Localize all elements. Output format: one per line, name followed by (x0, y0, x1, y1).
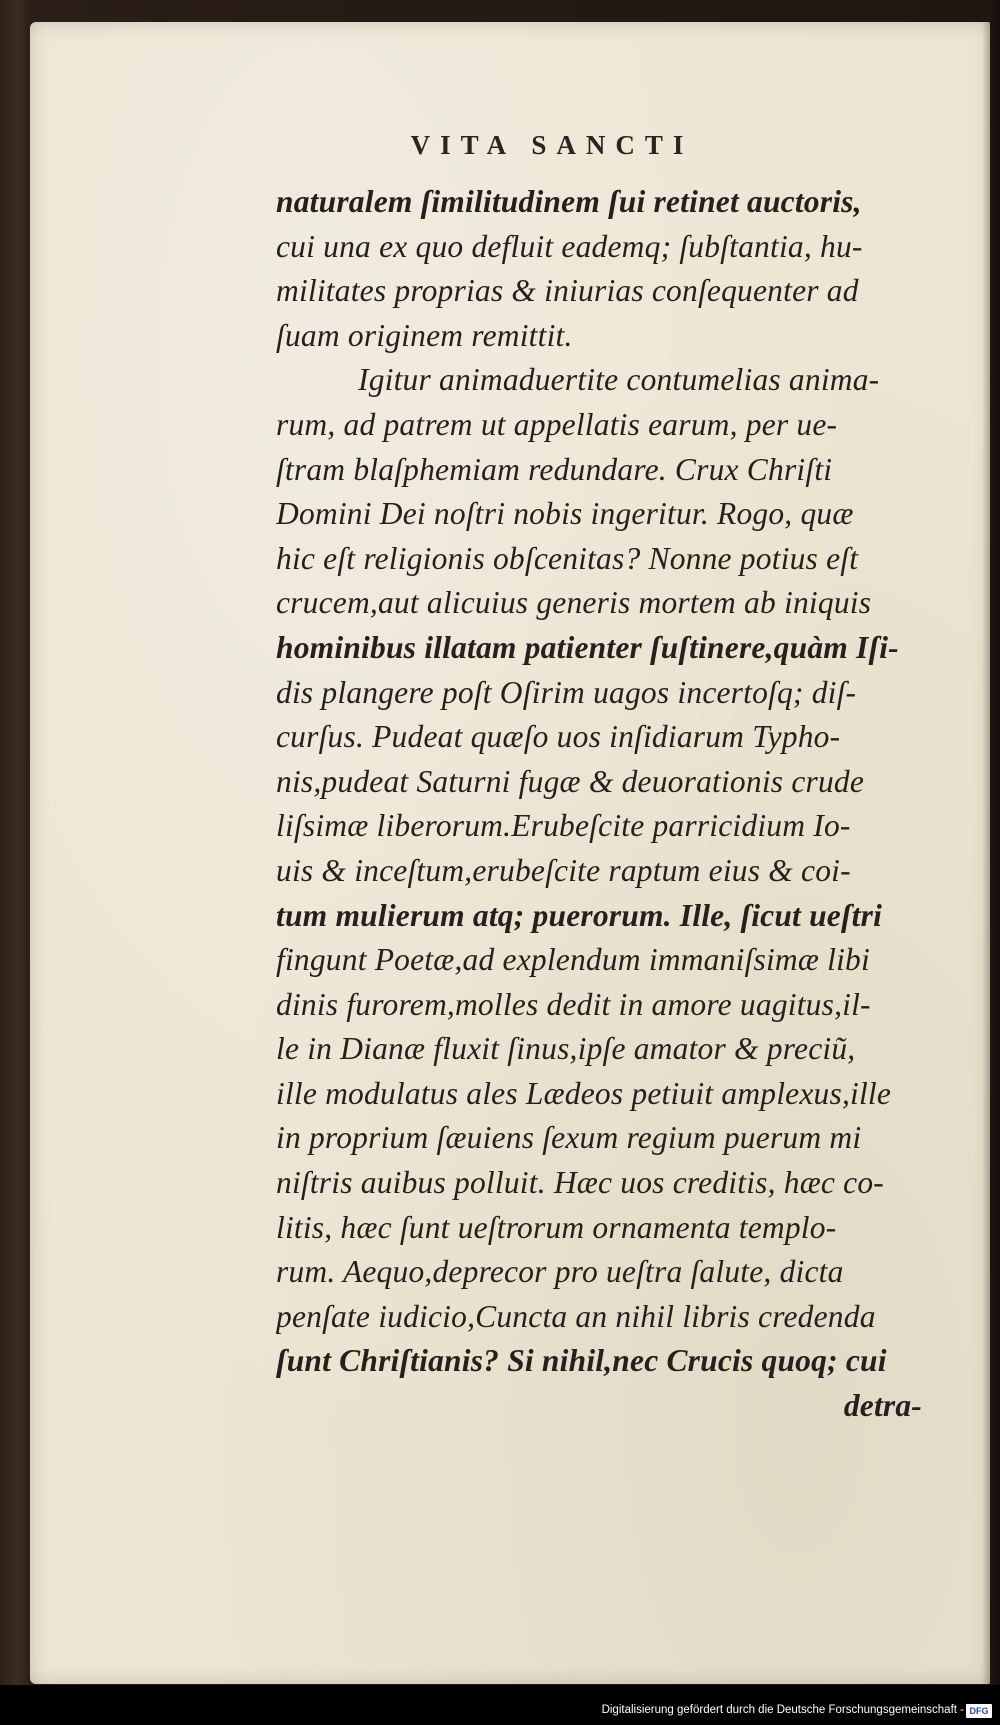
text-line: ſunt Chriſtianis? Si nihil,nec Crucis quoq; cui (276, 1343, 887, 1379)
text-line: crucem,aut alicuius generis mortem ab iniquis (276, 585, 872, 621)
text-line: ſtram blaſphemiam redundare. Crux Chriſti (276, 451, 833, 487)
dfg-logo: DFG (966, 1704, 992, 1718)
text-line: nis,pudeat Saturni fugæ & deuorationis crude (276, 763, 865, 799)
text-line: niſtris auibus polluit. Hæc uos creditis, hæc co- (276, 1165, 884, 1201)
text-line: ſuam originem remittit. (276, 317, 573, 353)
running-head: VITA SANCTI (410, 130, 694, 160)
text-line: ille modulatus ales Lædeos petiuit amplexus,ille (276, 1075, 892, 1111)
page-edge-shadow (982, 22, 990, 1684)
text-line: litis, hæc ſunt ueſtrorum ornamenta templo- (276, 1209, 837, 1245)
text-line: liſsimæ liberorum.Erubeſcite parricidium Io- (276, 808, 851, 844)
text-line: dinis furorem,molles dedit in amore uagitus,il- (276, 986, 871, 1022)
body-text (276, 180, 976, 1429)
funding-credit: Digitalisierung gefördert durch die Deutsche Forschungsgemeinschaft - (601, 1704, 964, 1716)
text-line: tum mulierum atq; puerorum. Ille, ſicut ueſtri (276, 897, 883, 933)
text-line: uis & inceſtum,erubeſcite raptum eius & coi- (276, 852, 851, 888)
text-line: in proprium ſæuiens ſexum regium puerum mi (276, 1120, 862, 1156)
text-line: militates proprias & iniurias conſequenter ad (276, 273, 859, 309)
text-line: rum, ad patrem ut appellatis earum, per ue- (276, 406, 838, 442)
text-line: dis plangere poſt Oſirim uagos incertoſq; diſ- (276, 674, 857, 710)
text-line: cui una ex quo defluit eademq; ſubſtantia, hu- (276, 228, 863, 264)
text-line: rum. Aequo,deprecor pro ueſtra ſalute, dicta (276, 1254, 844, 1290)
text-line: fingunt Poetæ,ad explendum immaniſsimæ libi (276, 942, 870, 978)
footer-bar (0, 1685, 1000, 1725)
text-line: penſate iudicio,Cuncta an nihil libris credenda (276, 1298, 876, 1334)
text-line: curſus. Pudeat quæſo uos inſidiarum Typho- (276, 719, 841, 755)
text-line: Igitur animaduertite contumelias anima- (358, 362, 880, 398)
text-line: hic eſt religionis obſcenitas? Nonne potius eſt (276, 540, 859, 576)
text-line: le in Dianæ fluxit ſinus,ipſe amator & preciũ, (276, 1031, 856, 1067)
text-line: naturalem ſimilitudinem ſui retinet auctoris, (276, 184, 862, 219)
book-page (30, 22, 990, 1684)
text-line: detra- (843, 1388, 922, 1424)
text-line: Domini Dei noſtri nobis ingeritur. Rogo, quæ (276, 496, 854, 532)
text-line: hominibus illatam patienter ſuſtinere,quàm Iſi- (276, 629, 899, 665)
